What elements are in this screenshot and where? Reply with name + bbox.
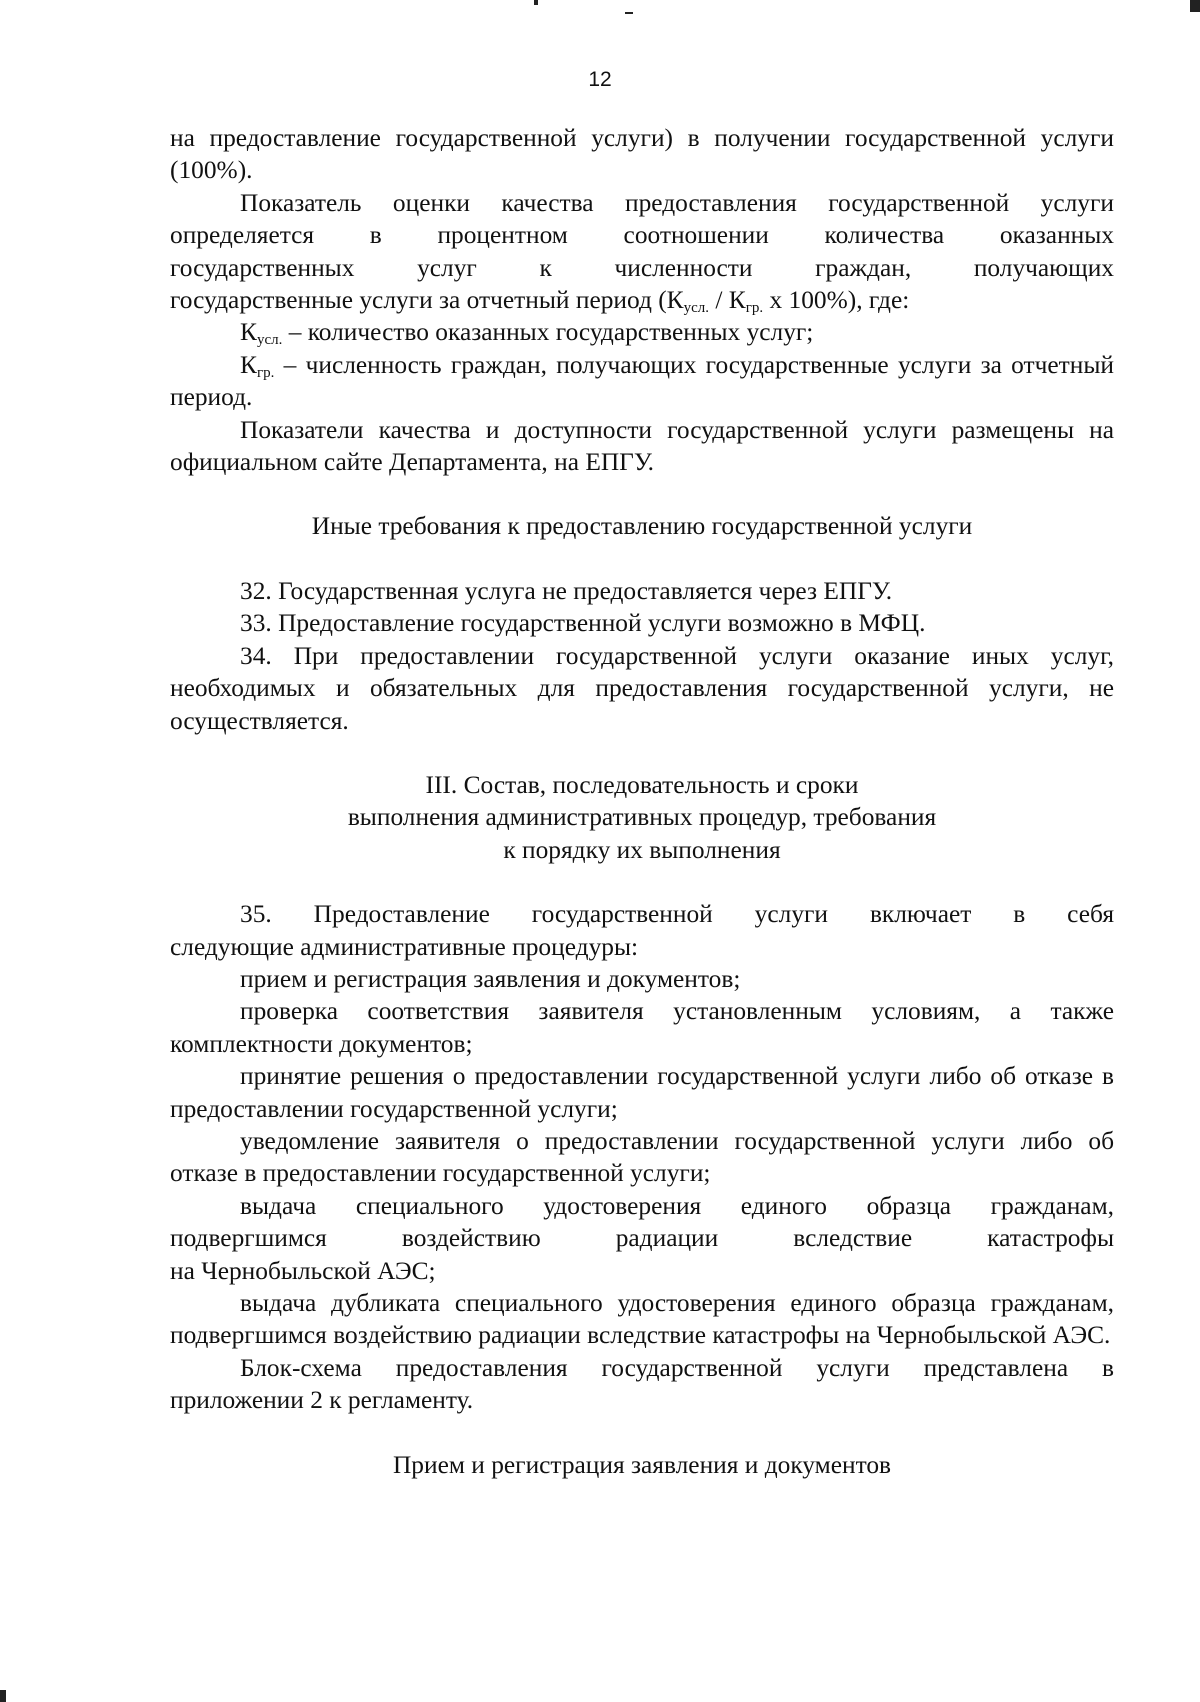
formula-text-pre: государственные услуги за отчетный период (К xyxy=(170,286,684,315)
procedure-reception: прием и регистрация заявления и документов; xyxy=(240,964,741,993)
scan-mark-top xyxy=(534,0,538,5)
item-35-line1: 35. Предоставление государственной услуги включает в себя xyxy=(240,900,1114,929)
item-34: 34. При предоставлении государственной услуги оказание иных услуг, необходимых и обязательных для предоставления государственной услуги, не осуществляется. xyxy=(170,641,1114,735)
section-heading-line2: выполнения административных процедур, требования xyxy=(347,803,937,832)
procedure-issue-line1: выдача специального удостоверения единого образца гражданам, xyxy=(240,1191,1114,1220)
heading-reception-registration: Прием и регистрация заявления и документов xyxy=(392,1450,892,1479)
scan-mark-corner-bottom-left xyxy=(0,1690,6,1702)
procedure-issue-line3: на Чернобыльской АЭС; xyxy=(170,1256,436,1285)
section-heading xyxy=(170,769,1114,866)
formula-sub-usl: усл. xyxy=(683,300,710,317)
heading-other-requirements: Иные требования к предоставлению государственной услуги xyxy=(311,512,973,541)
procedure-decision: принятие решения о предоставлении государственной услуги либо об отказе в предоставлении государственной услуги; xyxy=(170,1062,1114,1123)
formula-sub-gr: гр. xyxy=(745,300,764,317)
paragraph-indicator-line1: Показатель оценки качества предоставления государственной услуги определяется в процентном соотношении количества оказанных xyxy=(170,188,1114,250)
page-number: 12 xyxy=(588,68,612,91)
definition-k-usl xyxy=(170,316,1114,348)
item-32: 32. Государственная услуга не предоставляется через ЕПГУ. xyxy=(240,576,893,605)
paragraph-indicator-line3 xyxy=(170,284,1114,316)
section-heading-line3: к порядку их выполнения xyxy=(503,835,781,864)
definition-k-gr xyxy=(170,349,1114,414)
definition-text: – численность граждан, получающих государственные услуги за отчетный период. xyxy=(170,350,1114,412)
paragraph-indicator-line2: государственных услуг к численности граждан, получающих xyxy=(170,253,1114,282)
flowchart-reference: Блок-схема предоставления государственной услуги представлена в приложении 2 к регламенту. xyxy=(170,1353,1114,1415)
scan-mark-top-small xyxy=(625,12,633,14)
procedure-verification: проверка соответствия заявителя установленным условиям, а также комплектности документов; xyxy=(170,997,1114,1058)
procedure-issue-line2: подвергшимся воздействию радиации вследствие катастрофы xyxy=(170,1224,1114,1253)
formula-text-post: х 100%), где: xyxy=(763,286,910,315)
symbol-sub-gr: гр. xyxy=(256,364,275,381)
symbol-k: К xyxy=(240,350,257,379)
symbol-sub-usl: усл. xyxy=(256,332,283,349)
symbol-k: К xyxy=(240,318,257,347)
paragraph-continuation: на предоставление государственной услуги) в получении государственной услуги (100%). xyxy=(170,124,1114,185)
procedure-duplicate: выдача дубликата специального удостоверения единого образца гражданам, подвергшимся воздействию радиации вследствие катастрофы на Чернобыльской АЭС. xyxy=(170,1289,1114,1350)
formula-text-mid: / К xyxy=(709,286,746,315)
section-heading-line1: III. Состав, последовательность и сроки xyxy=(425,770,859,799)
paragraph-published: Показатели качества и доступности государственной услуги размещены на официальном сайте Департамента, на ЕПГУ. xyxy=(170,415,1114,477)
definition-text: – количество оказанных государственных услуг; xyxy=(282,318,814,347)
item-33: 33. Предоставление государственной услуги возможно в МФЦ. xyxy=(240,609,926,638)
procedure-notification: уведомление заявителя о предоставлении государственной услуги либо об отказе в предоставлении государственной услуги; xyxy=(170,1126,1114,1188)
scan-mark-corner-top-right xyxy=(1190,0,1200,12)
item-35-line2: следующие административные процедуры: xyxy=(170,932,639,961)
document-body xyxy=(170,122,1114,1481)
